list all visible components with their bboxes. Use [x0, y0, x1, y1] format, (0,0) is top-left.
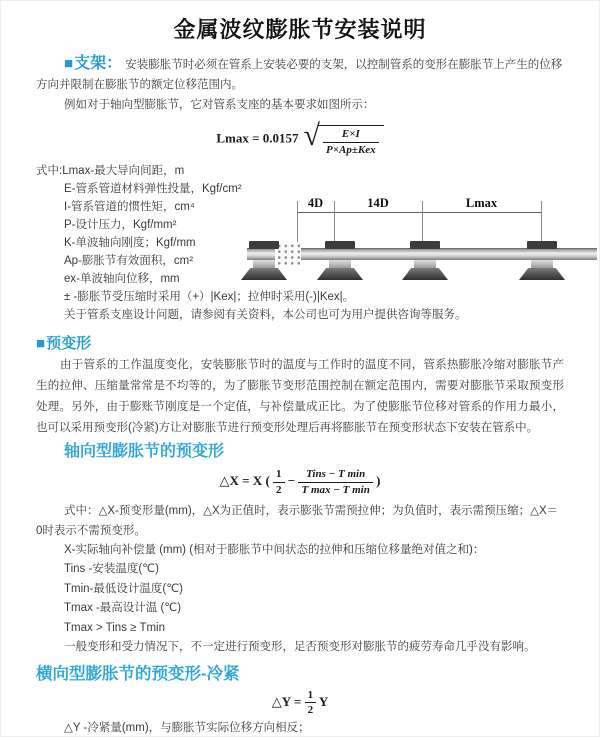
definition-line: ex-单波轴向位移，mm — [64, 273, 180, 286]
dimension-label-lmax: Lmax — [465, 196, 498, 210]
delta-x-lhs: △X = X ( — [219, 473, 270, 489]
support-base — [241, 268, 287, 280]
sqrt-expression — [303, 119, 384, 156]
lmax-formula-numerator: E×I — [323, 128, 379, 143]
support-pedestal — [253, 260, 275, 268]
page-title: 金属波纹膨胀节安装说明 — [173, 17, 427, 42]
delta-x-rhs: ) — [376, 473, 381, 489]
one-half-fraction: $\frac{1}{2}$ — [305, 689, 317, 717]
definition-line: I-管系管道的惯性矩，cm⁴ — [64, 201, 195, 214]
definition-line: Tmax > Tins ≥ Tmin — [64, 621, 165, 634]
definition-line: Tins -安装温度(℃) — [64, 563, 159, 576]
support-intro-text: 安装膨胀节时必须在管系上安装必要的支架，以控制管系的变形在膨胀节上产生的位移方向并限制在膨胀节的额定位移范围内。 — [36, 59, 563, 91]
support-pedestal — [414, 260, 436, 268]
predeform-section-heading — [36, 335, 564, 353]
lmax-formula — [36, 119, 564, 156]
pipe-guide-support — [317, 241, 363, 281]
support-clamp — [410, 241, 440, 249]
predeform-heading-label: 预变形 — [46, 335, 92, 353]
definition-line: Ap-膨胀节有效面积，cm² — [64, 255, 194, 268]
delta-y-rhs: Y — [318, 693, 329, 709]
support-example-line: 例如对于轴向型膨胀节，它对管系支座的基本要求如图所示： — [64, 99, 375, 111]
definition-line: P-设计压力，Kgf/mm² — [64, 219, 177, 232]
delta-y-formula — [36, 689, 564, 717]
section-marker-icon: ■ — [64, 55, 74, 72]
support-pedestal — [531, 260, 553, 268]
delta-x-note: 式中：△X-预变形量(mm)，△X为正值时，表示膨张节需预拉伸；为负值时，表示需预压缩；△X＝0时表示不需预变形。 — [36, 504, 559, 537]
document-content — [1, 54, 599, 737]
pipe-guide-support — [402, 241, 448, 281]
definition-line: K-单波轴向刚度；Kgf/mm — [64, 237, 196, 250]
support-consult-note: 关于管系支座设计问题，请参阅有关资料，本公司也可为用户提供咨询等服务。 — [64, 309, 467, 322]
section-marker-icon: ■ — [36, 335, 46, 353]
lmax-formula-denominator: P×Ap±Kex — [326, 143, 376, 156]
pipe-support-diagram — [247, 196, 599, 292]
support-section-heading — [64, 55, 122, 72]
minus-sign: − — [287, 473, 296, 489]
definition-line: ± -膨胀节受压缩时采用（+）|Kex|；拉伸时采用(-)|Kex|。 — [64, 291, 355, 304]
support-intro-paragraph — [36, 54, 564, 95]
definition-line: 一般变形和受力情况下，不一定进行预变形，足否预变形对膨胀节的疲劳寿命几乎没有影响。 — [64, 641, 536, 654]
axial-predeform-heading: 轴向型膨胀节的预变形 — [64, 443, 225, 461]
definition-line: X-实际轴向补偿量 (mm) (相对于膨胀节中间状态的拉伸和压缩位移量绝对值之和)： — [64, 543, 485, 556]
dimension-tick — [297, 201, 298, 248]
support-heading-label: 支架： — [74, 55, 123, 72]
definition-line: 式中:Lmax-最大导向间距，m — [36, 165, 185, 178]
support-base — [317, 268, 363, 280]
support-clamp — [325, 241, 355, 249]
lateral-predeform-heading: 横向型膨胀节的预变形-冷紧 — [36, 664, 240, 683]
support-pedestal — [329, 260, 351, 268]
predeform-paragraph: 由于管系的工作温度变化，安装膨胀节时的温度与工作时的温度不同，管系热膨胀冷缩对膨胀节产生的拉伸、压缩量常常是不均等的，为了膨胀节变形范围控制在额定范围内，需要对膨胀节采取预变形处理。另外，由于膨账节刚度是一个定值，与补偿量成正比。为了使膨胀节位移对管系的作用力最小，也可以采用预变形(冷紧)方让对膨胀节进行预变形处理后再将膨胀节在预变形状态下安装在管系中。 — [36, 359, 564, 435]
pipe-anchor-support — [241, 241, 287, 281]
definition-line: Tmax -最高设计温 (℃) — [64, 602, 182, 615]
delta-y-lhs: △Y = — [271, 693, 302, 709]
sqrt-radical-icon: √ — [303, 119, 321, 152]
dimension-label-4d: 4D — [307, 196, 324, 210]
pipe-guide-support — [519, 241, 565, 281]
dimension-label-14d: 14D — [367, 196, 389, 210]
lmax-formula-prefix: Lmax = 0.0157 — [216, 130, 299, 146]
support-base — [519, 268, 565, 280]
definition-line: E-管系管道材料弹性投量，Kgf/cm² — [64, 183, 242, 196]
support-base — [402, 268, 448, 280]
one-half-fraction: $\frac{1}{2}$ — [273, 468, 285, 496]
delta-x-formula — [36, 468, 564, 496]
definition-line: Tmin-最低设计温度(℃) — [64, 582, 183, 595]
temperature-fraction: $\frac{\text{Tins − T min}}{\text{T max − T min}}$ — [298, 468, 372, 496]
support-clamp — [527, 241, 557, 249]
delta-y-note: △Y -冷紧量(mm)，与膨胀节实际位移方向相反； — [64, 721, 310, 734]
support-clamp — [249, 241, 279, 249]
